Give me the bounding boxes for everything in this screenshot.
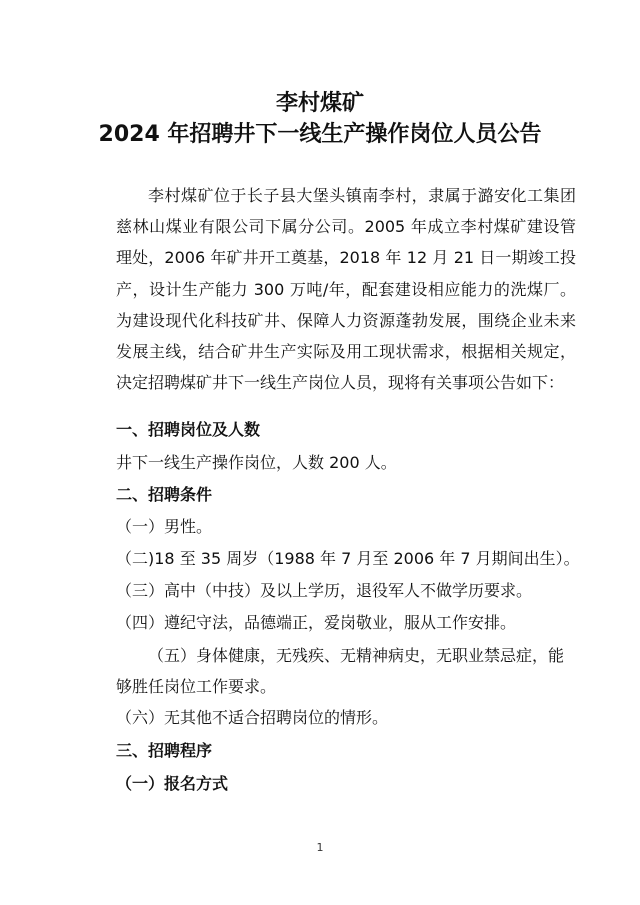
section1-heading: 一、招聘岗位及人数 [116,420,261,439]
condition-item: （一）男性。 [116,517,213,536]
page-number: 1 [316,841,324,854]
section1-content: 井下一线生产操作岗位，人数 200 人。 [116,453,397,472]
document-subtitle: 2024 年招聘井下一线生产操作岗位人员公告 [98,122,542,147]
document-title: 李村煤矿 [275,91,364,116]
section3-heading: 三、招聘程序 [116,741,213,760]
condition-item: （四）遵纪守法，品德端正，爱岗敬业，服从工作安排。 [116,613,517,632]
section3-sub1-heading: （一）报名方式 [116,774,229,793]
condition-item: （五）身体健康，无残疾、无精神病史，无职业禁忌症，能够胜任岗位工作要求。 [116,646,565,696]
condition-item: （二)18 至 35 周岁（1988 年 7 月至 2006 年 7 月期间出生）。 [116,549,580,568]
intro-paragraph: 李村煤矿位于长子县大堡头镇南李村，隶属于潞安化工集团慈林山煤业有限公司下属分公司。2005 年成立李村煤矿建设管理处，2006 年矿井开工奠基，2018 年 12 月 21 日一期竣工投产，设计生产能力 300 万吨/年，配套建设相应能力的洗煤厂。为建设现代化科技矿井、保障人力资源蓬勃发展，围绕企业未来发展主线，结合矿井生产实际及用工现状需求，根据相关规定，决定招聘煤矿井下一线生产岗位人员，现将有关事项公告如下： [116,186,576,393]
section2-heading: 二、招聘条件 [116,485,213,504]
condition-item: （六）无其他不适合招聘岗位的情形。 [116,708,389,727]
condition-item: （三）高中（中技）及以上学历，退役军人不做学历要求。 [116,581,533,600]
